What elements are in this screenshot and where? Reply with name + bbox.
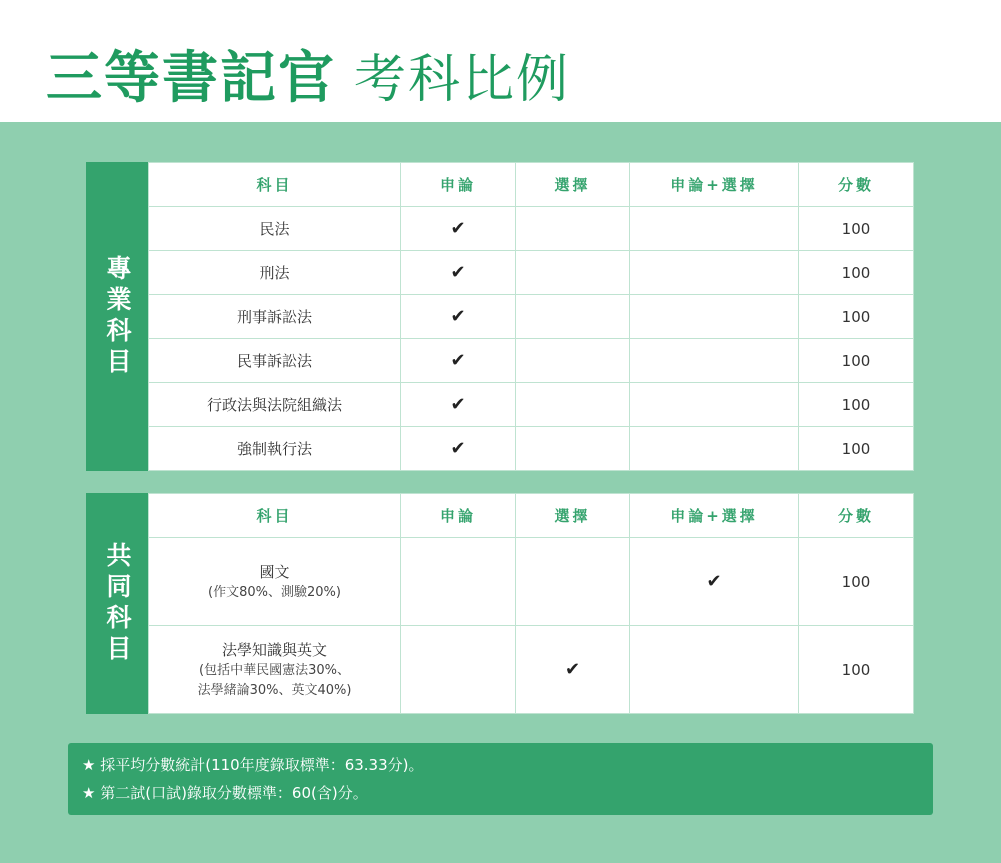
header-mixed: 申論+選擇 bbox=[630, 494, 799, 538]
subject-cell: 強制執行法 bbox=[149, 427, 401, 471]
title-main: 三等書記官 bbox=[46, 46, 336, 111]
subject-cell: 刑法 bbox=[149, 251, 401, 295]
mixed-cell bbox=[630, 383, 799, 427]
professional-subjects-section bbox=[86, 162, 914, 471]
check-icon: ✔ bbox=[630, 538, 799, 626]
table-row bbox=[149, 339, 914, 383]
header-mixed: 申論+選擇 bbox=[630, 163, 799, 207]
score-cell: 100 bbox=[799, 626, 914, 714]
subject-cell bbox=[149, 626, 401, 714]
check-icon: ✔ bbox=[516, 626, 630, 714]
header-subject: 科目 bbox=[149, 163, 401, 207]
mixed-cell bbox=[630, 427, 799, 471]
subject-note: (包括中華民國憲法30%、 bbox=[199, 662, 350, 678]
header-score: 分數 bbox=[799, 163, 914, 207]
subject-name: 國文 bbox=[259, 562, 290, 581]
table-row bbox=[149, 538, 914, 626]
subject-cell: 民法 bbox=[149, 207, 401, 251]
subject-cell: 刑事訴訟法 bbox=[149, 295, 401, 339]
check-icon: ✔ bbox=[401, 251, 516, 295]
choice-cell bbox=[516, 538, 630, 626]
header-choice: 選擇 bbox=[516, 494, 630, 538]
mixed-cell bbox=[630, 207, 799, 251]
score-cell: 100 bbox=[799, 383, 914, 427]
subject-cell bbox=[149, 538, 401, 626]
common-subjects-table bbox=[148, 493, 914, 714]
choice-cell bbox=[516, 339, 630, 383]
subject-name: 法學知識與英文 bbox=[221, 640, 327, 659]
score-cell: 100 bbox=[799, 295, 914, 339]
choice-cell bbox=[516, 295, 630, 339]
table-row bbox=[149, 383, 914, 427]
check-icon: ✔ bbox=[401, 207, 516, 251]
score-cell: 100 bbox=[799, 538, 914, 626]
table-header-row bbox=[149, 163, 914, 207]
mixed-cell bbox=[630, 626, 799, 714]
header-choice: 選擇 bbox=[516, 163, 630, 207]
score-cell: 100 bbox=[799, 207, 914, 251]
subject-cell: 民事訴訟法 bbox=[149, 339, 401, 383]
check-icon: ✔ bbox=[401, 427, 516, 471]
check-icon: ✔ bbox=[401, 383, 516, 427]
section-label: 專業科目 bbox=[103, 254, 132, 379]
page-title bbox=[46, 34, 570, 114]
score-cell: 100 bbox=[799, 339, 914, 383]
professional-subjects-table bbox=[148, 162, 914, 471]
table-row bbox=[149, 626, 914, 714]
table-header-row bbox=[149, 494, 914, 538]
common-subjects-section bbox=[86, 493, 914, 714]
mixed-cell bbox=[630, 339, 799, 383]
subject-cell: 行政法與法院組織法 bbox=[149, 383, 401, 427]
note-line: ★ 第二試(口試)錄取分數標準：60(含)分。 bbox=[82, 784, 368, 802]
subject-note: (作文80%、測驗20%) bbox=[208, 584, 341, 600]
choice-cell bbox=[516, 427, 630, 471]
essay-cell bbox=[401, 626, 516, 714]
header-subject: 科目 bbox=[149, 494, 401, 538]
notes-box bbox=[68, 743, 933, 815]
table-row bbox=[149, 251, 914, 295]
choice-cell bbox=[516, 383, 630, 427]
mixed-cell bbox=[630, 251, 799, 295]
check-icon: ✔ bbox=[401, 295, 516, 339]
title-sub: 考科比例 bbox=[354, 50, 571, 110]
section-label-panel bbox=[86, 493, 148, 714]
header-essay: 申論 bbox=[401, 163, 516, 207]
header-score: 分數 bbox=[799, 494, 914, 538]
mixed-cell bbox=[630, 295, 799, 339]
table-row bbox=[149, 207, 914, 251]
subject-note: 法學緒論30%、英文40%) bbox=[197, 682, 352, 698]
header-essay: 申論 bbox=[401, 494, 516, 538]
choice-cell bbox=[516, 207, 630, 251]
check-icon: ✔ bbox=[401, 339, 516, 383]
note-line: ★ 採平均分數統計(110年度錄取標準：63.33分)。 bbox=[82, 756, 424, 774]
page-header bbox=[0, 0, 1001, 122]
table-row bbox=[149, 427, 914, 471]
score-cell: 100 bbox=[799, 427, 914, 471]
choice-cell bbox=[516, 251, 630, 295]
table-row bbox=[149, 295, 914, 339]
section-label: 共同科目 bbox=[103, 541, 132, 666]
score-cell: 100 bbox=[799, 251, 914, 295]
section-label-panel bbox=[86, 162, 148, 471]
essay-cell bbox=[401, 538, 516, 626]
